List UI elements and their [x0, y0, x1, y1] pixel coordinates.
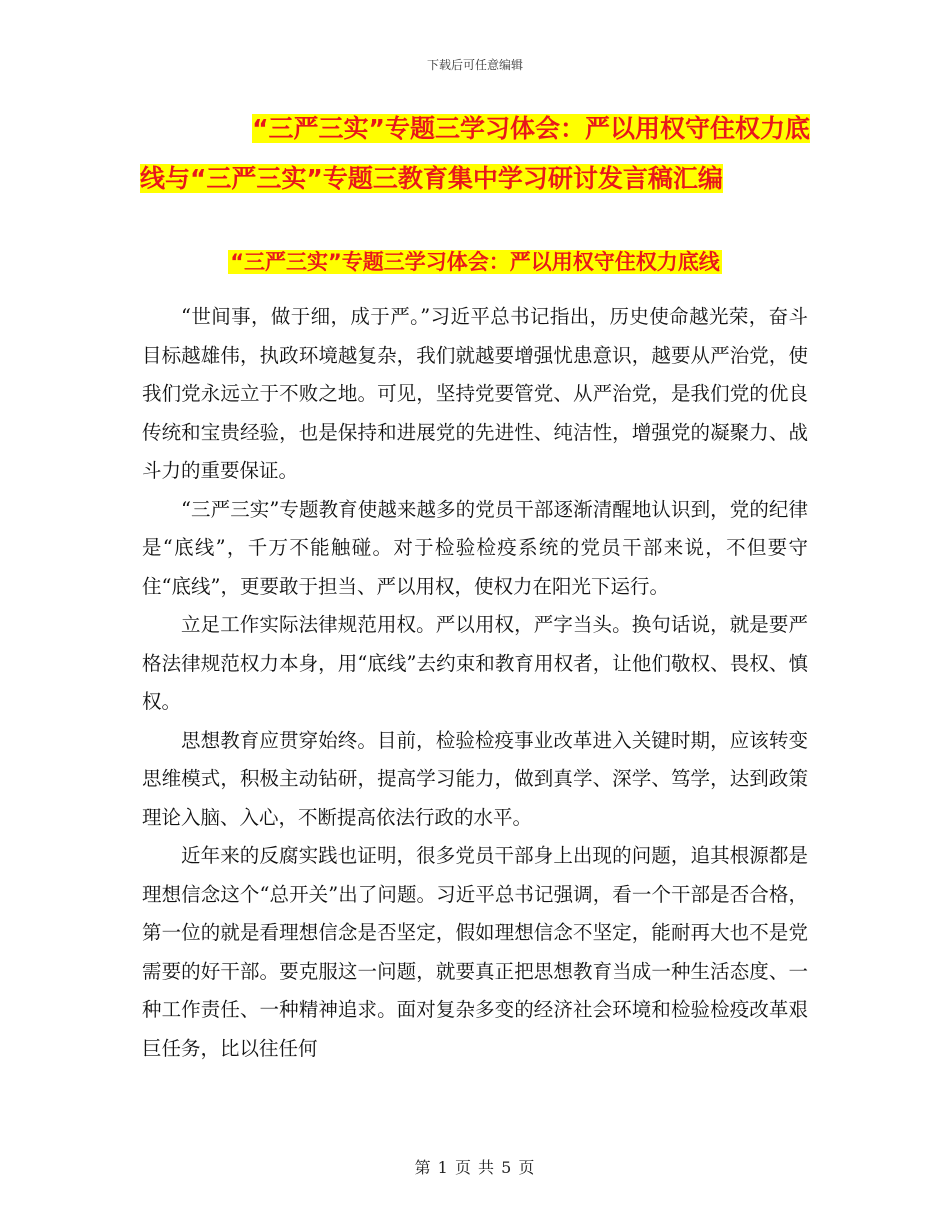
page-footer: 第 1 页 共 5 页	[414, 1158, 536, 1177]
body-paragraph: 近年来的反腐实践也证明，很多党员干部身上出现的问题，追其根源都是理想信念这个“总开关”出了问题。习近平总书记强调，看一个干部是否合格，第一位的就是看理想信念是否坚定，假如理想信念不坚定，能耐再大也不是党需要的好干部。要克服这一问题，就要真正把思想教育当成一种生活态度、一种工作责任、一种精神追求。面对复杂多变的经济社会环境和检验检疫改革艰巨任务，比以往任何	[142, 844, 808, 1060]
header-note: 下载后可任意编辑	[426, 58, 523, 72]
section-title-text: “三严三实”专题三学习体会：严以用权守住权力底线	[230, 250, 720, 274]
title-line-2-text: 线与“三严三实”专题三教育集中学习研讨发言稿汇编	[140, 164, 723, 193]
section-title	[0, 245, 950, 279]
body-paragraph: 立足工作实际法律规范用权。严以用权，严字当头。换句话说，就是要严格法律规范权力本身，用“底线”去约束和教育用权者，让他们敬权、畏权、慎权。	[142, 613, 808, 713]
document-body	[142, 298, 808, 1068]
body-paragraph: “世间事，做于细，成于严。”习近平总书记指出，历史使命越光荣，奋斗目标越雄伟，执政环境越复杂，我们就越要增强忧患意识，越要从严治党，使我们党永远立于不败之地。可见，坚持党要管党、从严治党，是我们党的优良传统和宝贵经验，也是保持和进展党的先进性、纯洁性，增强党的凝聚力、战斗力的重要保证。	[142, 305, 808, 482]
document-title-line-2	[140, 154, 810, 204]
document-title	[140, 104, 810, 204]
body-paragraph: 思想教育应贯穿始终。目前，检验检疫事业改革进入关键时期，应该转变思维模式，积极主动钻研，提高学习能力，做到真学、深学、笃学，达到政策理论入脑、入心，不断提高依法行政的水平。	[142, 728, 808, 829]
body-paragraph: “三严三实”专题教育使越来越多的党员干部逐渐清醒地认识到，党的纪律是“底线”，千万不能触碰。对于检验检疫系统的党员干部来说，不但要守住“底线”，更要敢于担当、严以用权，使权力在阳光下运行。	[142, 497, 808, 598]
title-line-1-text: “三严三实”专题三学习体会：严以用权守住权力底	[252, 114, 810, 143]
document-title-line-1	[140, 104, 810, 154]
